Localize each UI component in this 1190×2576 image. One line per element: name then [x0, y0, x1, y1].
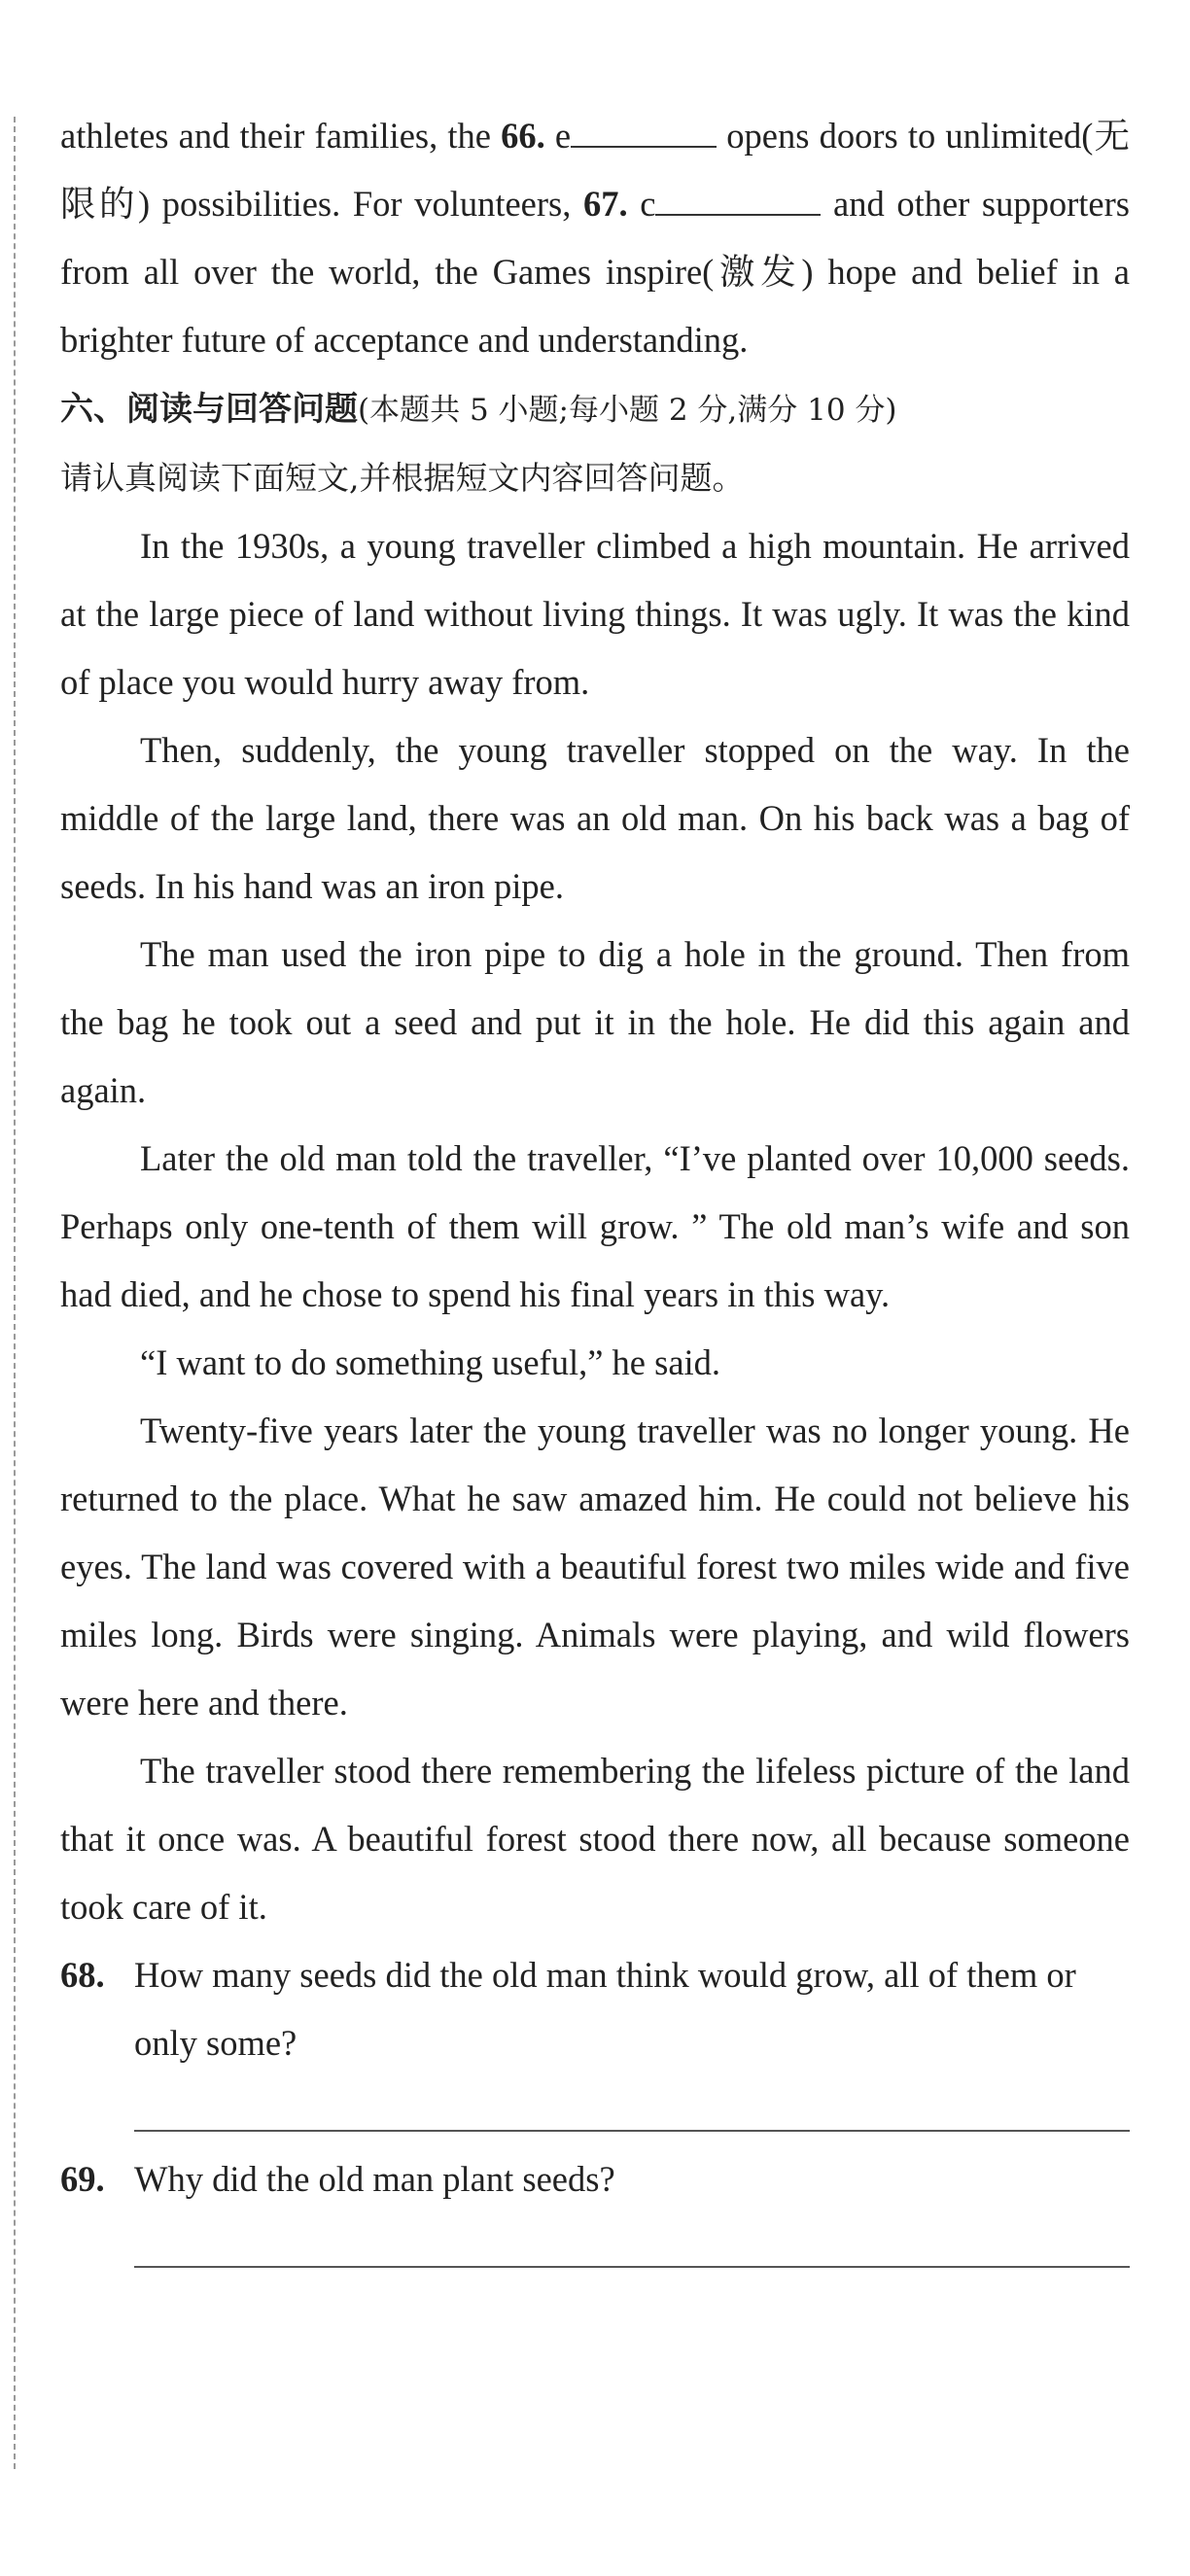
question-69-number: 69.: [60, 2159, 105, 2199]
question-67-number: 67.: [582, 184, 628, 224]
question-66-hint-letter: e: [554, 116, 572, 156]
cloze-paragraph: [60, 102, 1130, 374]
question-69-text: Why did the old man plant seeds?: [134, 2159, 615, 2199]
passage-paragraph: Later the old man told the traveller, “I’ve planted over 10,000 seeds. Perhaps only one-tenth of them will grow. ” The old man’s wife and son had died, and he chose to spend his final years in this way.: [60, 1138, 1130, 1314]
question-69: [60, 2145, 1130, 2213]
exam-page: [60, 102, 1130, 2281]
question-69-answer-line[interactable]: [134, 2213, 1130, 2268]
passage-paragraph: The traveller stood there remembering the lifeless picture of the land that it once was. A beautiful forest stood there now, all because someone took care of it.: [60, 1751, 1130, 1927]
cloze-text: and other supporters from all over the world, the Games inspire(激发) hope and belief in a brighter future of acceptance and understanding.: [60, 184, 1130, 360]
cloze-text: the: [447, 116, 491, 156]
passage-paragraph: The man used the iron pipe to dig a hole in the ground. Then from the bag he took out a seed and put it in the hole. He did this again and again.: [60, 934, 1130, 1110]
binding-margin-dashed-line: [14, 117, 16, 2469]
passage-paragraph: Then, suddenly, the young traveller stopped on the way. In the middle of the large land, there was an old man. On his back was a bag of seeds. In his hand was an iron pipe.: [60, 730, 1130, 906]
section-heading: [60, 374, 1130, 444]
question-68-text: How many seeds did the old man think would grow, all of them or only some?: [134, 1955, 1076, 2063]
cloze-text: unlimited(无限的) possibilities. For volunteers,: [60, 116, 1130, 224]
question-68: [60, 1941, 1130, 2077]
question-68-number: 68.: [60, 1955, 105, 1995]
passage-paragraph: Twenty-five years later the young traveller was no longer young. He returned to the place. What he saw amazed him. He could not believe his eyes. The land was covered with a beautiful forest two miles wide and five miles long. Birds were singing. Animals were playing, and wild flowers were here and there.: [60, 1410, 1130, 1723]
question-67-blank[interactable]: [655, 181, 821, 216]
section-score-note: (本题共 5 小题;每小题 2 分,满分 10 分): [358, 393, 897, 428]
question-68-answer-line[interactable]: [134, 2077, 1130, 2132]
passage-paragraph: In the 1930s, a young traveller climbed a high mountain. He arrived at the large piece of land without living things. It was ugly. It was the kind of place you would hurry away from.: [60, 526, 1130, 702]
cloze-text: athletes and their families,: [60, 116, 438, 156]
question-66-blank[interactable]: [571, 113, 717, 148]
question-66-number: 66.: [501, 116, 545, 156]
passage-paragraph: “I want to do something useful,” he said.: [140, 1342, 721, 1382]
cloze-text: opens doors to: [726, 116, 936, 156]
question-67-hint-letter: c: [640, 184, 656, 224]
section-title: 六、阅读与回答问题: [60, 390, 358, 429]
section-instruction: 请认真阅读下面短文,并根据短文内容回答问题。: [60, 459, 745, 497]
